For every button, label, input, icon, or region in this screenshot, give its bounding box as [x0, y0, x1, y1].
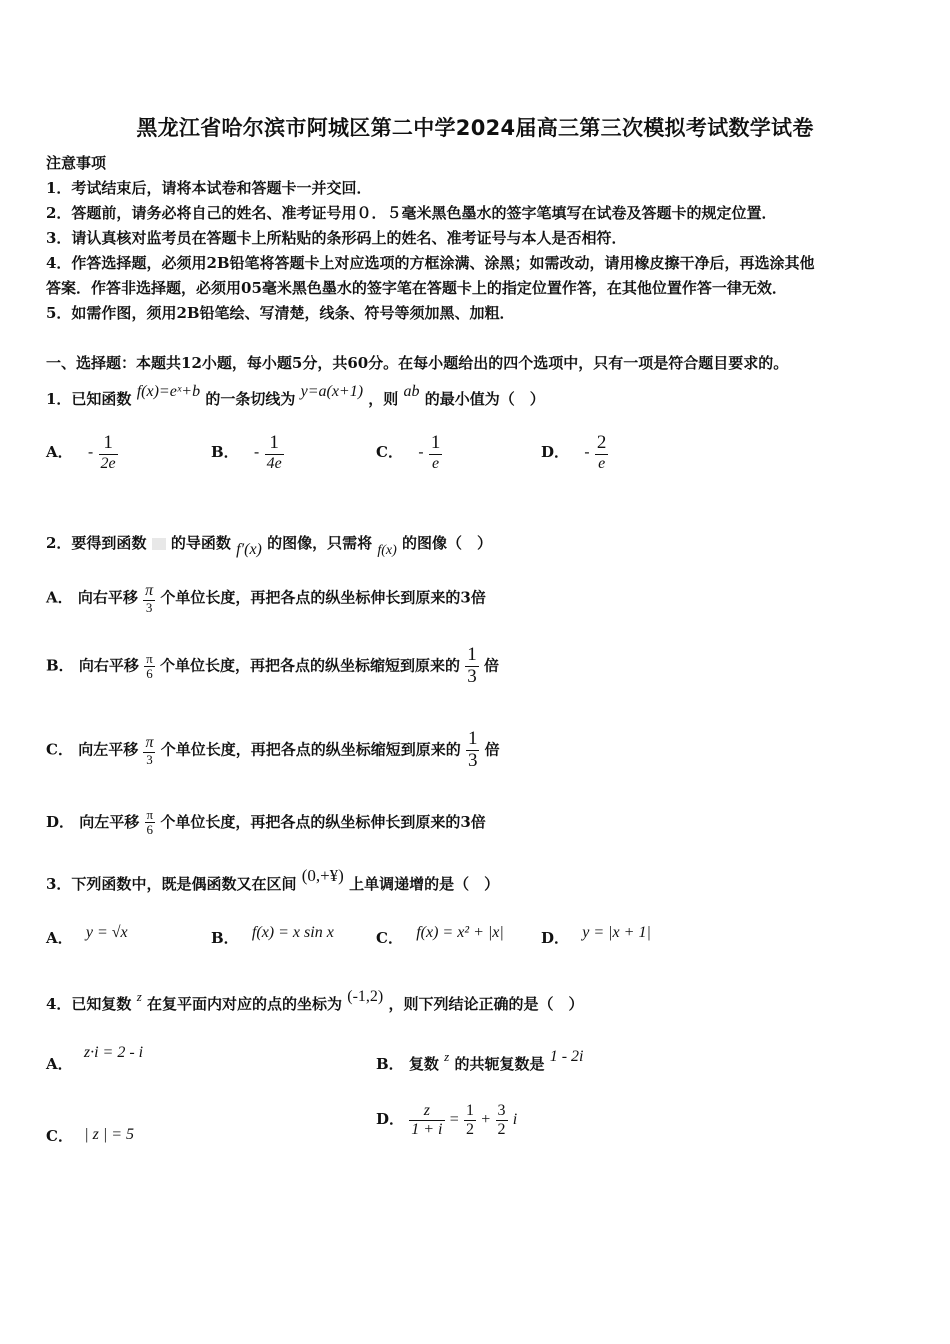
q2-mid2: 的图像，只需将 [267, 534, 373, 552]
notice-item: 答案．作答非选择题，必须用05毫米黑色墨水的签字笔在答题卡上的指定位置作答，在其他位置作答一律无效． [46, 279, 787, 297]
q1-option-c[interactable] [376, 433, 442, 472]
option-shift-fraction: $\frac{\pi}{6}$ [146, 807, 154, 838]
option-pre: 复数 [408, 1055, 439, 1073]
option-label: D． [541, 929, 570, 947]
q3-option-d[interactable] [541, 924, 651, 948]
option-expression: z·i = 2 - i [83, 1044, 144, 1061]
q2-mid: 的导函数 [170, 534, 231, 552]
q4-point: (-1,2) [347, 988, 384, 1005]
option-label: C． [376, 442, 403, 461]
option-pre: 向左平移 [79, 812, 140, 831]
q4-option-a[interactable] [46, 1044, 144, 1074]
q2-option-b[interactable] [46, 645, 499, 688]
option-label: D． [541, 442, 570, 461]
q3-option-a[interactable] [46, 924, 128, 948]
q4-suffix: ，则下列结论正确的是（ ） [388, 995, 584, 1013]
option-value: 1 - 2i [549, 1048, 584, 1065]
option-imaginary-unit: i [512, 1111, 518, 1129]
option-label: B． [211, 442, 239, 461]
option-expression: f(x) = x sin x [251, 924, 334, 941]
option-post: 个单位长度，再把各点的纵坐标缩短到原来的 [160, 740, 461, 759]
page-title: 黑龙江省哈尔滨市阿城区第二中学2024届高三第三次模拟考试数学试卷 [136, 116, 814, 140]
option-label: B． [211, 929, 239, 947]
q1-prefix: 1．已知函数 [46, 390, 132, 408]
q3-option-c[interactable] [376, 924, 504, 948]
option-expression: f(x) = x² + |x| [416, 924, 504, 941]
q2-prefix: 2．要得到函数 [46, 534, 147, 552]
option-label: A． [46, 442, 73, 461]
option-pre: 向左平移 [78, 740, 139, 759]
option-tail: 倍 [484, 740, 500, 759]
q4-option-c[interactable] [46, 1125, 134, 1146]
q1-tangent-line: y=a(x+1) [300, 383, 364, 400]
option-expression: | z | = 5 [84, 1126, 135, 1143]
option-label: B． [46, 656, 74, 675]
q4-prefix: 4．已知复数 [46, 995, 132, 1013]
notice-item: 4．作答选择题，必须用2B铅笔将答题卡上对应选项的方框涂满、涂黑；如需改动，请用橡皮擦干净后，再选涂其他 [46, 254, 815, 272]
option-expression: y = |x + 1| [582, 924, 651, 941]
option-post: 个单位长度，再把各点的纵坐标缩短到原来的 [159, 656, 460, 675]
q1-mid: 的一条切线为 [205, 390, 296, 408]
option-label: A． [46, 1055, 73, 1073]
option-lhs-fraction: $\frac{z}{1 + i}$ [411, 1102, 443, 1138]
section-heading: 一、选择题：本题共12小题，每小题5分，共60分。在每小题给出的四个选项中，只有一项是符合题目要求的。 [46, 354, 789, 372]
option-tail: 倍 [483, 656, 499, 675]
option-post: 个单位长度，再把各点的纵坐标伸长到原来的3倍 [160, 812, 486, 831]
q2-option-c[interactable] [46, 729, 500, 772]
option-sign: - [87, 441, 94, 461]
q1-option-a[interactable] [46, 433, 118, 472]
question-4 [46, 988, 584, 1014]
option-pre: 向右平移 [78, 656, 139, 675]
option-fraction: $\frac{2}{e}$ [596, 432, 607, 472]
option-label: D． [46, 812, 75, 831]
q2-option-d[interactable] [46, 808, 486, 838]
option-label: C． [46, 740, 73, 759]
q1-function: f(x)=eˣ+b [136, 383, 201, 400]
option-label: D． [376, 1110, 405, 1129]
q3-suffix: 上单调递增的是（ ） [349, 875, 500, 893]
q4-option-b[interactable] [376, 1048, 584, 1074]
q4-mid: 在复平面内对应的点的坐标为 [146, 995, 342, 1013]
q1-mid2: ，则 [368, 390, 399, 408]
option-post: 个单位长度，再把各点的纵坐标伸长到原来的3倍 [160, 588, 486, 607]
q2-fx: f(x) [377, 543, 397, 558]
q4-option-d[interactable] [376, 1102, 517, 1138]
q2-derivative: f′(x) [236, 541, 262, 558]
notice-item: 1．考试结束后，请将本试卷和答题卡一并交回． [46, 179, 372, 197]
q3-interval: (0,+¥) [301, 866, 344, 885]
option-fraction: $\frac{1}{e}$ [430, 432, 441, 472]
option-label: C． [376, 929, 403, 947]
q3-option-b[interactable] [211, 924, 334, 948]
q3-prefix: 3．下列函数中，既是偶函数又在区间 [46, 875, 297, 893]
option-sign: - [584, 441, 590, 461]
option-label: A． [46, 929, 73, 947]
notice-heading: 注意事项 [46, 154, 107, 172]
option-sign: - [418, 441, 424, 461]
option-label: A． [46, 588, 73, 607]
option-scale-fraction: $\frac{1}{3}$ [467, 728, 478, 771]
option-pre: 向右平移 [77, 588, 138, 607]
option-shift-fraction: $\frac{\pi}{6}$ [146, 650, 153, 681]
notice-item: 5．如需作图，须用2B铅笔绘、写清楚，线条、符号等须加黑、加粗． [46, 304, 515, 322]
q1-option-d[interactable] [541, 433, 608, 472]
option-rhs-fraction-1: $\frac{1}{2}$ [466, 1102, 474, 1138]
q1-suffix: 的最小值为（ ） [424, 390, 545, 408]
option-rhs-fraction-2: $\frac{3}{2}$ [497, 1102, 506, 1138]
option-scale-fraction: $\frac{1}{3}$ [467, 644, 477, 687]
q2-function-image [152, 538, 166, 550]
option-label: C． [46, 1127, 73, 1145]
q1-ab: ab [403, 383, 420, 400]
notice-item: 2．答题前，请务必将自己的姓名、准考证号用０．５毫米黑色墨水的签字笔填写在试卷及答题卡的规定位置． [46, 204, 777, 222]
q2-option-a[interactable] [46, 582, 486, 615]
option-plus: + [481, 1111, 491, 1129]
option-equals: = [449, 1111, 459, 1129]
q2-suffix: 的图像（ ） [402, 534, 493, 552]
q4-z: z [136, 989, 142, 1004]
option-expression: y = √x [85, 924, 128, 941]
question-1 [46, 383, 545, 409]
option-mid: 的共轭复数是 [454, 1055, 545, 1073]
question-3 [46, 866, 500, 894]
option-fraction: $\frac{1}{2e}$ [100, 432, 116, 472]
q1-option-b[interactable] [211, 433, 284, 472]
notice-item: 3．请认真核对监考员在答题卡上所粘贴的条形码上的姓名、准考证号与本人是否相符． [46, 229, 627, 247]
option-shift-fraction: $\frac{\pi}{3}$ [145, 582, 154, 615]
option-shift-fraction: $\frac{\pi}{3}$ [145, 733, 154, 767]
option-label: B． [376, 1055, 404, 1073]
option-sign: - [253, 441, 260, 461]
option-fraction: $\frac{1}{4e}$ [266, 432, 282, 472]
option-z: z [444, 1049, 450, 1064]
question-2 [46, 532, 493, 558]
